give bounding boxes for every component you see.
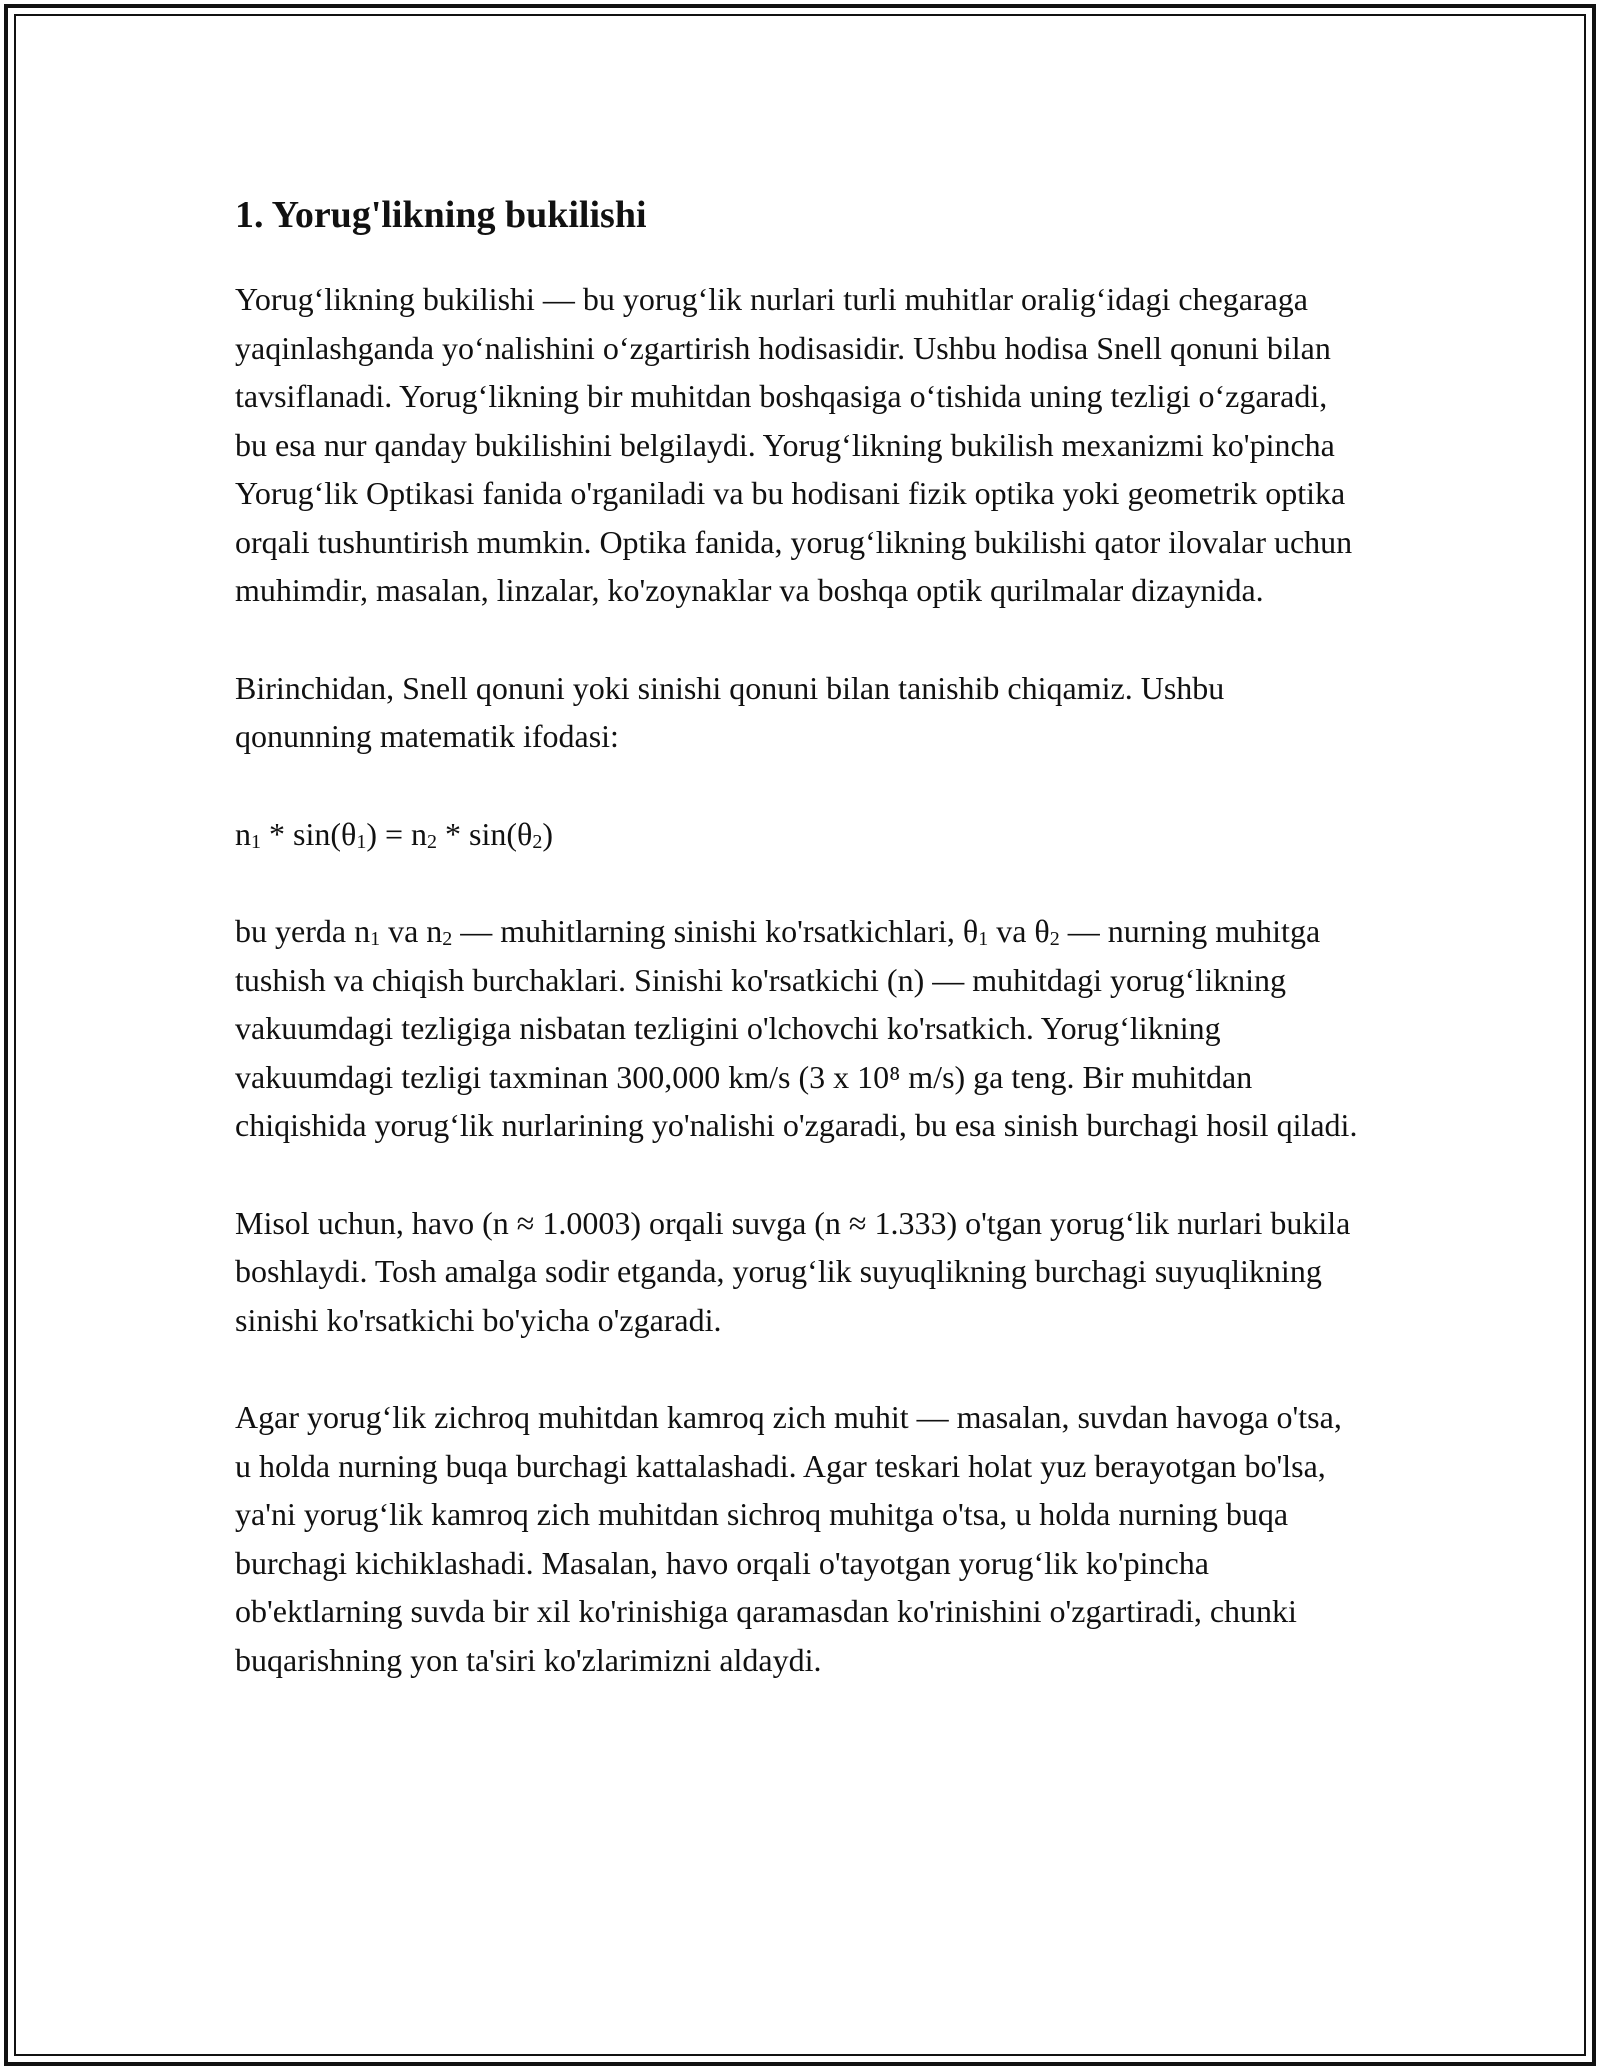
text-run: — muhitlarning sinishi ko'rsatkichlari, θ xyxy=(452,913,979,949)
section-heading: 1. Yorug'likning bukilishi xyxy=(235,194,647,236)
paragraph-snell-intro: Birinchidan, Snell qonuni yoki sinishi qonuni bilan tanishib chiqamiz. Ushbu qonunning matematik ifodasi: xyxy=(235,669,1225,754)
text-subscript: 2 xyxy=(442,928,453,950)
paragraph-example: Misol uchun, havo (n ≈ 1.0003) orqali suvga (n ≈ 1.333) o'tgan yorug‘lik nurlari bukila boshlaydi. Tosh amalga sodir etganda, yorug‘lik suyuqlikning burchagi suyuqlikning sinishi ko'rsatkichi bo'yicha o'zgaradi. xyxy=(235,1204,1351,1338)
formula-text: ) xyxy=(542,815,554,852)
text-subscript: 2 xyxy=(1049,928,1060,950)
formula-subscript: 1 xyxy=(251,830,261,853)
snell-formula xyxy=(235,810,1365,859)
formula-text: * sin(θ xyxy=(437,815,533,852)
paragraph-density: Agar yorug‘lik zichroq muhitdan kamroq zich muhit — masalan, suvdan havoga o'tsa, u holda nurning buqa burchagi kattalashadi. Agar teskari holat yuz berayotgan bo'lsa, ya'ni yorug‘lik kamroq zich muhitdan sichroq muhitga o'tsa, u holda nurning buqa burchagi kichiklashadi. Masalan, havo orqali o'tayotgan yorug‘lik ko'pincha ob'ektlarning suvda bir xil ko'rinishiga qaramasdan ko'rinishini o'zgartiradi, chunki buqarishning yon ta'siri ko'zlarimizni aldaydi. xyxy=(235,1399,1342,1678)
formula-subscript: 1 xyxy=(356,830,367,853)
paragraph-variables xyxy=(235,907,1365,1150)
text-run: — nurning muhitga tushish va chiqish burchaklari. Sinishi ko'rsatkichi (n) — muhitdagi yorug‘likning vakuumdagi tezligiga nisbatan tezligini o'lchovchi ko'rsatkich. Yorug‘likning vakuumdagi tezligi taxminan 300,000 km/s (3 x 10⁸ m/s) ga teng. Bir muhitdan chiqishida yorug‘lik nurlarining yo'nalishi o'zgaradi, bu esa sinish burchagi hosil qiladi. xyxy=(235,913,1358,1143)
formula-text: * sin(θ xyxy=(261,815,357,852)
formula-subscript: 2 xyxy=(532,830,543,853)
document-body xyxy=(235,185,1365,1733)
formula-text: ) = n xyxy=(366,815,428,852)
text-subscript: 1 xyxy=(978,928,989,950)
text-run: va n xyxy=(380,913,443,949)
formula-text: n xyxy=(235,815,251,852)
text-run: va θ xyxy=(988,913,1050,949)
text-subscript: 1 xyxy=(370,928,381,950)
text-run: bu yerda n xyxy=(235,913,371,949)
formula-subscript: 2 xyxy=(427,830,438,853)
paragraph-definition: Yorug‘likning bukilishi — bu yorug‘lik nurlari turli muhitlar oralig‘idagi chegaraga yaqinlashganda yo‘nalishini o‘zgartirish hodisasidir. Ushbu hodisa Snell qonuni bilan tavsiflanadi. Yorug‘likning bir muhitdan boshqasiga o‘tishida uning tezligi o‘zgaradi, bu esa nur qanday bukilishini belgilaydi. Yorug‘likning bukilish mexanizmi ko'pincha Yorug‘lik Optikasi fanida o'rganiladi va bu hodisani fizik optika yoki geometrik optika orqali tushuntirish mumkin. Optika fanida, yorug‘likning bukilishi qator ilovalar uchun muhimdir, masalan, linzalar, ko'zoynaklar va boshqa optik qurilmalar dizaynida. xyxy=(235,281,1353,608)
